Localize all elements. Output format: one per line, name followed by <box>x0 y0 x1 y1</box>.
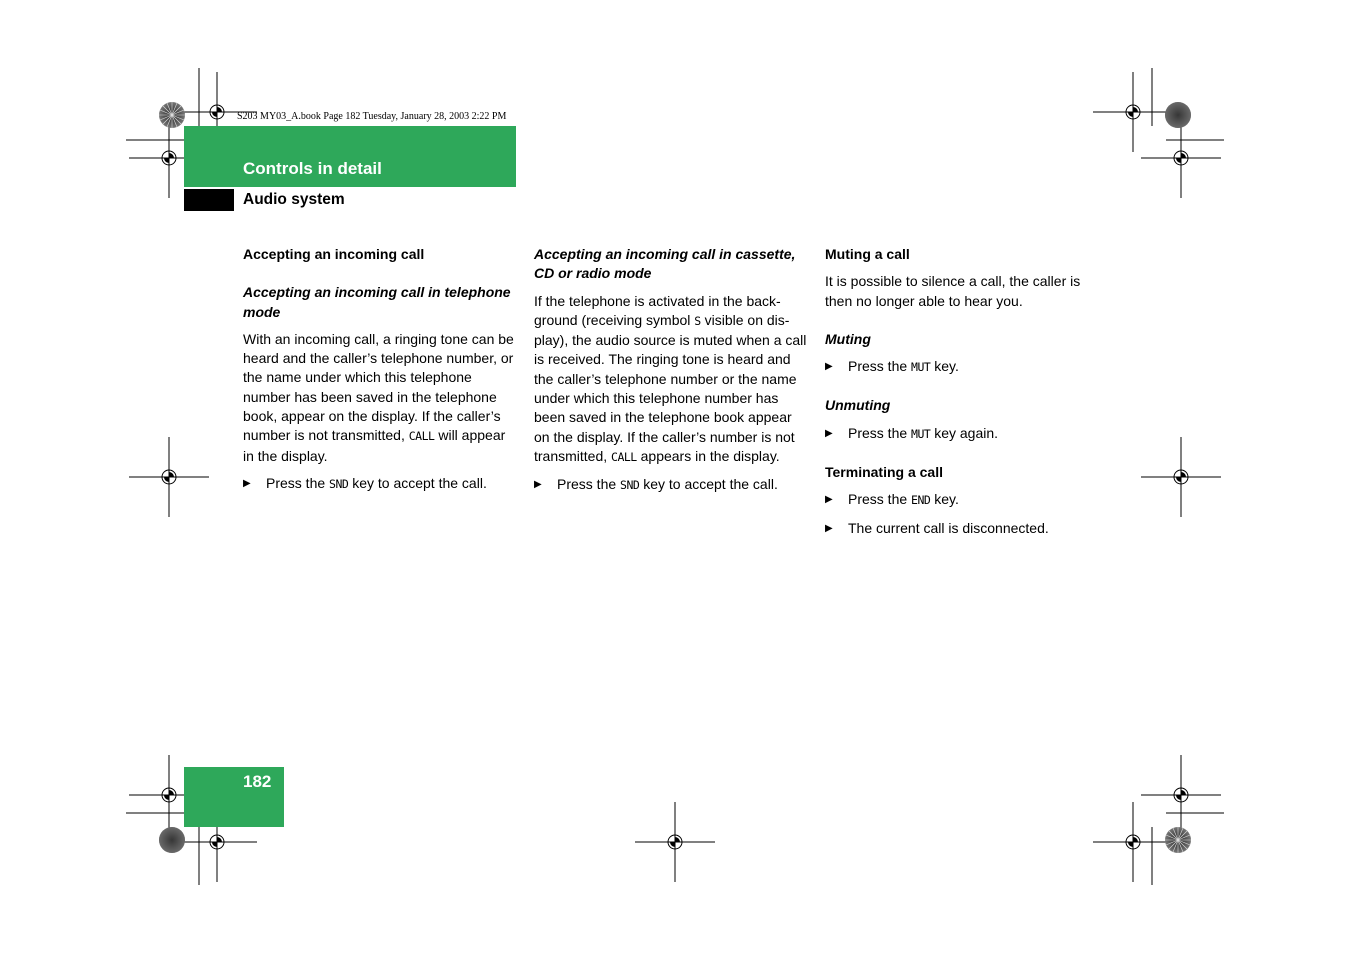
key-code: MUT <box>911 360 931 375</box>
subheading: Accepting an incoming call in telephone mode <box>243 284 511 320</box>
step-item: ▶ Press the SND key to accept the call. <box>534 475 810 495</box>
step-item: ▶ Press the MUT key. <box>825 357 1105 377</box>
step-item: ▶ The current call is disconnected. <box>825 519 1105 538</box>
bullet-arrow-icon: ▶ <box>825 427 833 439</box>
subsection-marker <box>184 189 234 211</box>
subheading: Unmuting <box>825 397 891 414</box>
column-1 <box>243 245 515 494</box>
bullet-arrow-icon: ▶ <box>825 494 833 506</box>
step-item: ▶ Press the MUT key again. <box>825 424 1105 444</box>
paragraph: With an incoming call, a ringing tone can be heard and the caller’s telephone number, or the name under which this telephone number has been saved in the telephone book, appear on the display. If the caller’s number is not transmitted, CALL will appear in the display. <box>243 330 514 464</box>
bullet-arrow-icon: ▶ <box>825 522 833 534</box>
section-title: Controls in detail <box>243 159 382 178</box>
heading: Terminating a call <box>825 464 943 481</box>
column-3 <box>825 245 1105 538</box>
step-item: ▶ Press the END key. <box>825 490 1105 510</box>
step-item: ▶ Press the SND key to accept the call. <box>243 474 515 494</box>
print-slug: S203 MY03_A.book Page 182 Tuesday, January 28, 2003 2:22 PM <box>237 111 507 122</box>
column-2 <box>534 245 810 496</box>
display-code: S <box>694 313 701 328</box>
display-code: CALL <box>408 429 435 444</box>
bullet-arrow-icon: ▶ <box>243 477 251 489</box>
paragraph: If the telephone is activated in the background (receiving symbol S visible on display), the audio source is muted when a call is received. The ringing tone is heard and the caller’s telephone number or the name under which this telephone number has been saved in the telephone book appear on the display. If the caller’s number is not transmitted, CALL appears in the display. <box>534 292 807 464</box>
bullet-arrow-icon: ▶ <box>534 479 542 491</box>
key-code: SND <box>329 476 349 491</box>
paragraph: It is possible to silence a call, the caller is then no longer able to hear you. <box>825 273 1081 309</box>
subheading: Muting <box>825 330 871 347</box>
heading: Accepting an incoming call <box>243 246 425 262</box>
page-number: 182 <box>243 772 272 791</box>
subsection-title: Audio system <box>243 191 345 208</box>
key-code: MUT <box>911 426 931 441</box>
key-code: END <box>911 493 931 508</box>
display-code: CALL <box>611 449 637 464</box>
bullet-arrow-icon: ▶ <box>825 361 833 373</box>
heading: Muting a call <box>825 246 910 262</box>
subheading: Accepting an incoming call in cassette, CD or radio mode <box>534 246 796 282</box>
key-code: SND <box>620 478 640 493</box>
